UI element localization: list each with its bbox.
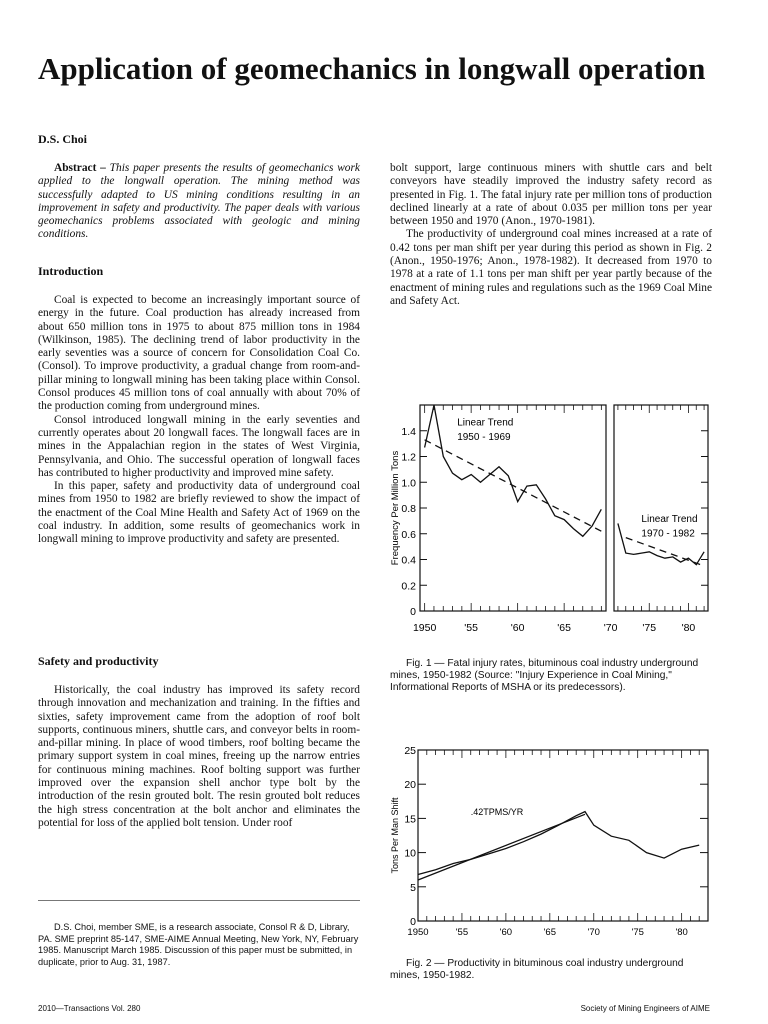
intro-body (38, 294, 360, 547)
fig2-x-tick-label: '60 (499, 927, 513, 938)
fig2-y-tick-label: 15 (404, 813, 416, 826)
fig2-frame (418, 750, 708, 921)
fig2-y-tick-label: 20 (404, 779, 416, 792)
intro-paragraph-2: Consol introduced longwall mining in the early seventies and currently operates about 20 longwall faces. The longwall faces are in mines in the Appalachian region in the states of West Virginia, Pennsylvania, and Ohio. The successful operation of longwall faces has contributed to higher productivity and improved mine safety. (38, 413, 360, 479)
fig1-x-tick-label: '55 (464, 622, 478, 634)
fig1-y-tick-label: 0.2 (401, 580, 416, 593)
intro-paragraph-3: In this paper, safety and productivity data of underground coal mines from 1950 to 1982 are briefly reviewed to show the impact of the enactment of the Coal Mine Health and Safety Act of 1969 on the coal industry. In addition, some results of geomechanics work in longwall mining to improve productivity and safety are presented. (38, 480, 360, 546)
footer-journal: 2010—Transactions Vol. 280 (38, 1004, 141, 1013)
intro-paragraph-1: Coal is expected to become an increasingly important source of energy in the future. Coal production has already increased from about 650 million tons in 1975 to about 875 million tons in 1984 (Wilkinson, 1985). The declining trend of labor productivity in the early seventies was a source of concern for Consolidation Coal Co. (Consol). To improve productivity, a gradual change from room-and-pillar mining to longwall mining has been taking place within Consol. Consol produces 45 million tons of coal annually with about 70% of the production coming from underground mines. (38, 294, 360, 413)
fig2-y-tick-label: 25 (404, 745, 416, 757)
footnote-rule (38, 900, 360, 901)
fig1-y-tick-label: 1.4 (401, 425, 416, 438)
right-paragraph-2: The productivity of underground coal mines increased at a rate of 0.42 tons per man shift per year during this period as shown in Fig. 2 (Anon., 1950-1976; Anon., 1978-1982). It decreased from 1970 to 1978 at a rate of 1.1 tons per man shift per year partly because of the enactment of mining rules and regulations such as the 1969 Coal Mine and Safety Act. (390, 228, 712, 307)
fig2-y-tick-label: 10 (404, 847, 416, 860)
fig1-x-tick-label: '80 (681, 622, 696, 634)
fig1-x-tick-label: 1950 (412, 622, 437, 634)
fig1-x-tick-label: '65 (557, 622, 571, 634)
fig1-y-tick-label: 0 (410, 606, 416, 618)
fig1-annotation: 1970 - 1982 (641, 528, 695, 540)
fig1-x-tick-label: '60 (510, 622, 525, 634)
safety-paragraph-1: Historically, the coal industry has improved its safety record through innovation and mechanization and training. In the fifties and sixties, safety improvement came from the adoption of roof bolt supports, continuous miners, shuttle cars, and conveyor belts in room-and-pillar mining. In place of wood timbers, roof bolting became the primary support system in coal mines, freeing up the narrow entries for continuous mining machines. Roof bolting support was further improved over the expansion shell anchor type bolt by the introduction of the resin grouted bolt. The resin grouted bolt reduces the high stress concentration at the bolt anchor and eliminates the potential for loss of the applied bolt tension. Under roof (38, 684, 360, 829)
fig2-y-tick-label: 0 (410, 916, 416, 928)
figure-2-chart (380, 740, 720, 950)
fig1-y-tick-label: 1.2 (401, 451, 416, 464)
fig1-y-axis-label: Frequency Per Million Tons (390, 450, 401, 566)
fig1-annotation: Linear Trend (457, 417, 514, 429)
fig1-x-tick-label: '70 (603, 622, 618, 634)
fig1-y-tick-label: 0.8 (401, 503, 416, 515)
abstract (38, 162, 360, 242)
footer-society: Society of Mining Engineers of AIME (580, 1004, 710, 1013)
paper-title: Application of geomechanics in longwall operation (38, 51, 706, 86)
fig1-y-tick-label: 0.6 (401, 528, 416, 541)
abstract-text: This paper presents the results of geomechanics work applied to the longwall operation. The mining method was successfully adapted to US mining conditions resulting in an improvement in safety and productivity. The paper deals with various geomechanics problems associated with geologic and mining conditions. (38, 162, 360, 241)
fig2-x-tick-label: 1950 (407, 927, 429, 938)
fig2-x-tick-label: '80 (675, 927, 688, 938)
right-body (390, 162, 712, 308)
right-paragraph-1: bolt support, large continuous miners with shuttle cars and belt conveyors have steadily improved the industry safety record as presented in Fig. 1. The fatal injury rate per million tons of production declined linearly at a rate of about 0.035 per million tons per year between 1950 and 1970 (Anon., 1970-1981). (390, 162, 712, 228)
fig1-y-tick-label: 1.0 (401, 477, 416, 490)
figure-1-chart (380, 395, 720, 645)
fig2-annotation: .42TPMS/YR (470, 806, 524, 817)
figure-1-caption: Fig. 1 — Fatal injury rates, bituminous coal industry underground mines, 1950-1982 (Source: "Injury Experience in Coal Mining," Informational Reports of MSHA or its predecessors). (390, 658, 699, 693)
fig1-x-tick-label: '75 (642, 622, 657, 634)
figure-2-caption: Fig. 2 — Productivity in bituminous coal industry underground mines, 1950-1982. (390, 958, 684, 981)
fig2-x-tick-label: '75 (631, 927, 644, 938)
fig1-series-line-3 (425, 440, 602, 531)
fig1-annotation: Linear Trend (641, 514, 698, 526)
fig2-x-tick-label: '65 (543, 927, 557, 938)
fig1-panel-frame-1 (420, 405, 606, 611)
author-name: D.S. Choi (38, 132, 88, 146)
abstract-label: Abstract – (54, 162, 106, 174)
fig2-x-tick-label: '70 (587, 927, 600, 938)
fig2-series-line-2 (418, 814, 585, 880)
fig1-annotation: 1950 - 1969 (457, 431, 511, 443)
fig2-x-tick-label: '55 (455, 927, 469, 938)
author-footnote: D.S. Choi, member SME, is a research associate, Consol R & D, Library, PA. SME preprint 85-147, SME-AIME Annual Meeting, New York, NY, February 1985. Manuscript March 1985. Discussion of this paper must be submitted, in duplicate, prior to Aug. 31, 1987. (38, 922, 359, 967)
fig2-y-tick-label: 5 (410, 881, 416, 894)
fig1-y-tick-label: 0.4 (401, 554, 416, 567)
heading-introduction: Introduction (38, 264, 104, 278)
heading-safety-productivity: Safety and productivity (38, 654, 159, 668)
fig2-series-line-1 (418, 812, 699, 875)
fig2-y-axis-label: Tons Per Man Shift (390, 797, 400, 874)
fig1-panel-frame-2 (614, 405, 708, 611)
safety-body (38, 684, 360, 830)
